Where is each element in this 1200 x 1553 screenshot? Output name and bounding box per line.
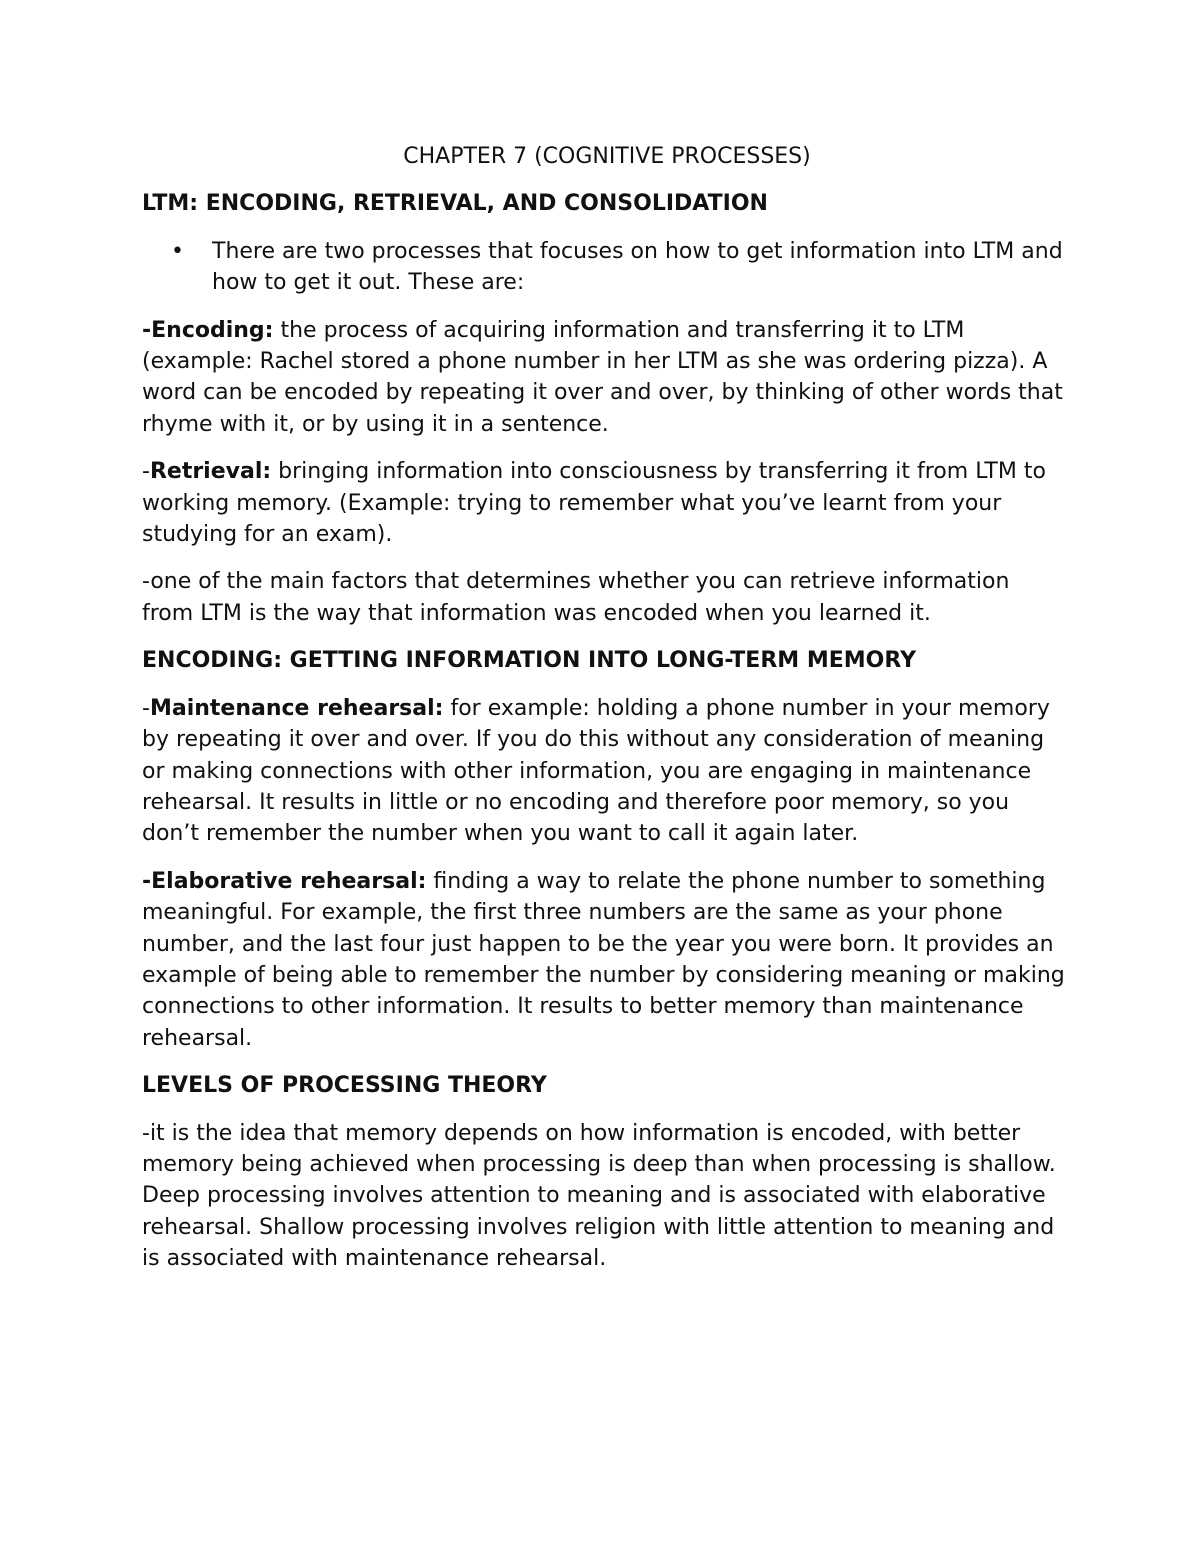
paragraph-maintenance-rehearsal [142,693,1067,850]
list-item [171,236,1067,299]
definition-maintenance-rehearsal: for example: holding a phone number in your memory by repeating it over and over. If you do this without any consideration of meaning or making connections with other information, you are engaging in maintenance rehearsal. It results in little or no encoding and therefore poor memory, so you don’t remember the number when you want to call it again later. [142,695,1050,847]
section-heading-levels-of-processing: LEVELS OF PROCESSING THEORY [142,1073,547,1099]
document-body [142,141,1067,1291]
term-retrieval: Retrieval: [149,459,272,485]
term-encoding: -Encoding: [142,317,274,343]
paragraph-retrieval [142,456,1067,550]
bullet-text: There are two processes that focuses on how to get information into LTM and how to get it out. These are: [212,238,1063,296]
definition-retrieval: bringing information into consciousness by transferring it from LTM to working memory. (Example: trying to remember what you’ve learnt from your studying for an exam). [142,459,1046,548]
definition-elaborative-rehearsal: finding a way to relate the phone number to something meaningful. For example, the first three numbers are the same as your phone number, and the last four just happen to be the year you were born. It provides an example of being able to remember the number by considering meaning or making connections to other information. It results to better memory than maintenance rehearsal. [142,868,1065,1051]
paragraph-levels-of-processing: -it is the idea that memory depends on how information is encoded, with better memory being achieved when processing is deep than when processing is shallow. Deep processing involves attention to meaning and is associated with elaborative rehearsal. Shallow processing involves religion with little attention to meaning and is associated with maintenance rehearsal. [142,1120,1056,1272]
paragraph-elaborative-rehearsal [142,866,1067,1054]
bullet-list [142,236,1067,299]
section-heading-ltm: LTM: ENCODING, RETRIEVAL, AND CONSOLIDATION [142,191,768,217]
dash-maintenance: - [142,695,150,721]
bullet-icon: • [171,238,184,264]
section-heading-encoding: ENCODING: GETTING INFORMATION INTO LONG-TERM MEMORY [142,648,917,674]
paragraph-encoding [142,315,1067,441]
page-title: CHAPTER 7 (COGNITIVE PROCESSES) [403,144,811,169]
term-elaborative-rehearsal: -Elaborative rehearsal: [142,868,427,894]
term-maintenance-rehearsal: Maintenance rehearsal: [149,695,444,721]
definition-encoding: the process of acquiring information and transferring it to LTM (example: Rachel stored a phone number in her LTM as she was ordering pizza). A word can be encoded by repeating it over and over, by thinking of other words that rhyme with it, or by using it in a sentence. [142,317,1063,437]
dash-retrieval: - [142,459,150,485]
paragraph-retrieval-factors: -one of the main factors that determines whether you can retrieve information from LTM is the way that information was encoded when you learned it. [142,569,1010,626]
